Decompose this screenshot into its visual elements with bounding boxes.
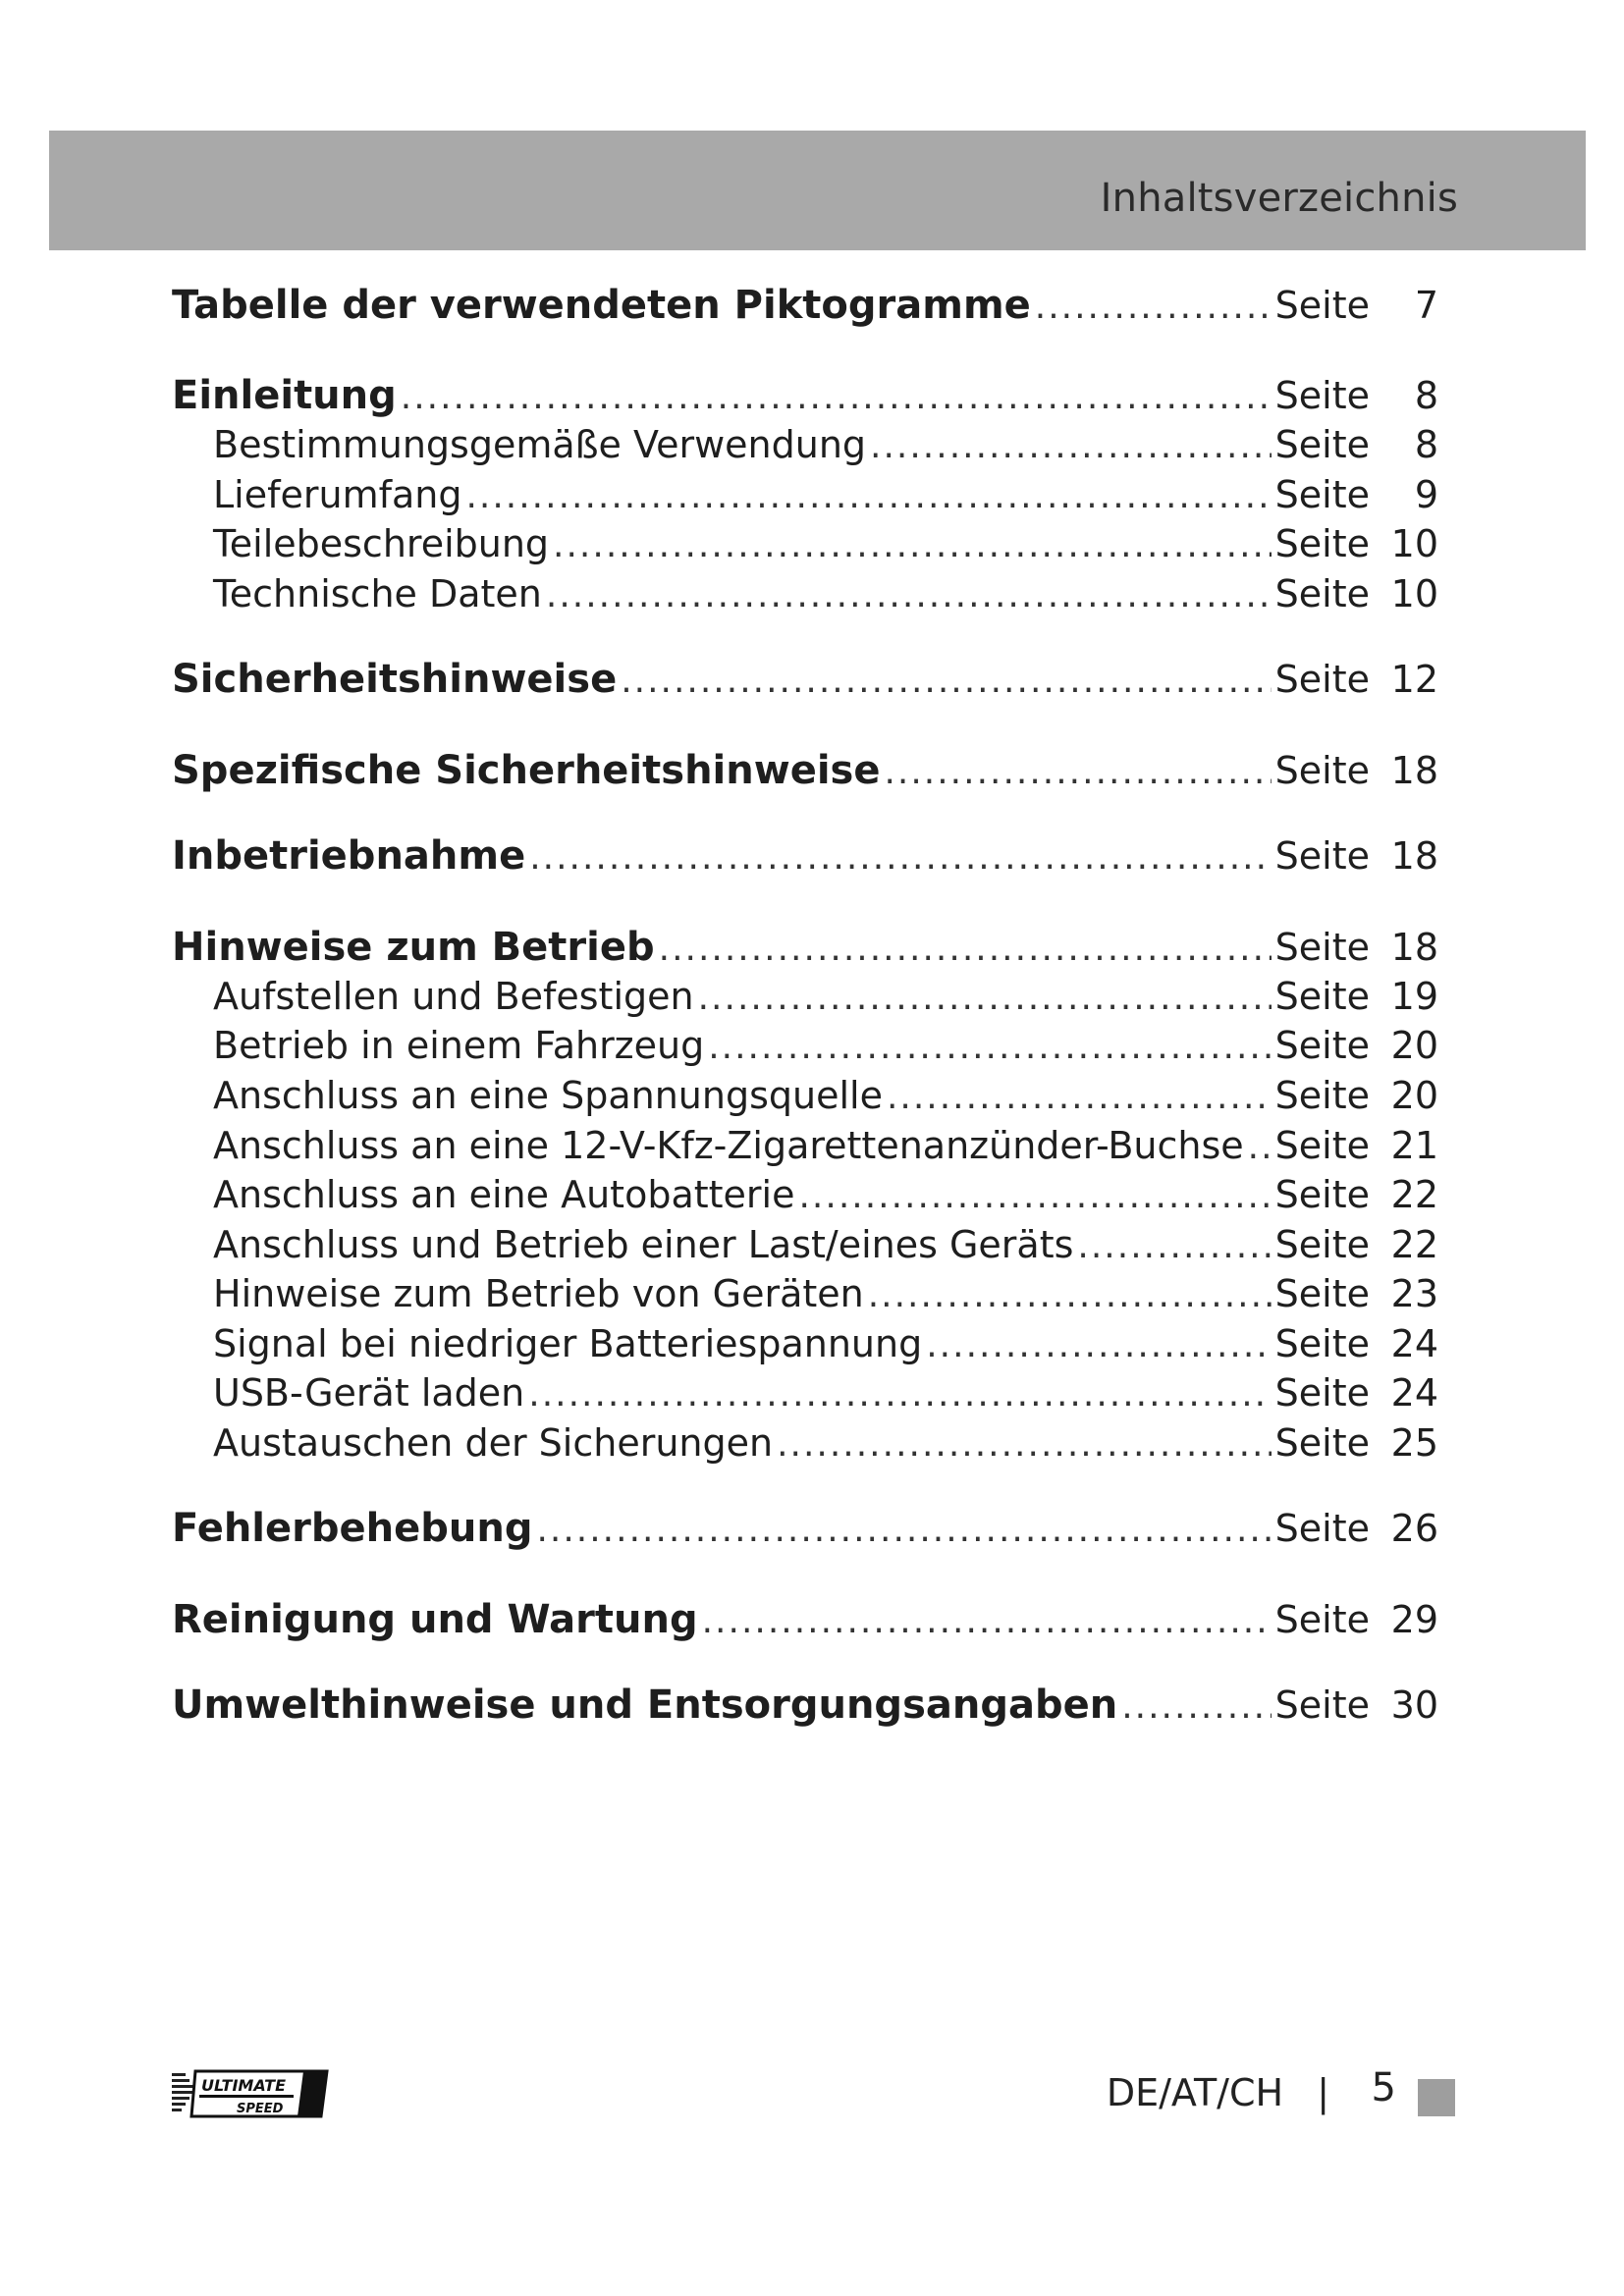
toc-page-number: 9 [1414,473,1438,516]
toc-entry[interactable] [172,1597,1438,1642]
toc-page-label: Seite [1274,1024,1370,1067]
toc-page-number: 24 [1390,1371,1438,1415]
toc-dot-leader [536,1510,1271,1550]
toc-page-number: 20 [1390,1024,1438,1067]
toc-page-label: Seite [1274,1598,1370,1641]
toc-entry-title: Tabelle der verwendeten Piktogramme [172,283,1031,328]
toc-dot-leader [708,1027,1271,1067]
toc-entry-title: Signal bei niedriger Batteriespannung [213,1322,923,1365]
toc-page-number: 10 [1390,522,1438,565]
toc-dot-leader [926,1325,1271,1365]
toc-page-label: Seite [1274,572,1370,615]
toc-dot-leader [798,1176,1271,1216]
toc-entry-title: Inbetriebnahme [172,833,526,879]
toc-dot-leader [659,929,1272,969]
toc-dot-leader [698,978,1272,1018]
toc-entry[interactable] [172,748,1438,793]
toc-entry-title: Umwelthinweise und Entsorgungsangaben [172,1682,1118,1728]
footer-square-marker [1418,2079,1455,2116]
toc-page-label: Seite [1274,374,1370,417]
toc-page-number: 19 [1390,975,1438,1018]
toc-entry[interactable] [172,373,1438,418]
toc-entry-title: Technische Daten [213,572,542,615]
toc-page-number: 21 [1390,1124,1438,1167]
toc-page-label: Seite [1274,1507,1370,1550]
toc-entry[interactable] [172,1124,1438,1167]
toc-entry-title: Einleitung [172,373,397,418]
toc-page-number: 26 [1390,1507,1438,1550]
toc-entry[interactable] [172,1421,1438,1465]
footer-country-text: DE/AT/CH [1106,2071,1284,2114]
toc-dot-leader [868,1275,1272,1315]
footer-separator: | [1317,2071,1329,2114]
toc-entry-title: Anschluss an eine Autobatterie [213,1173,795,1216]
logo-text-top: ULTIMATE [201,2076,287,2095]
toc-page-label: Seite [1274,975,1370,1018]
toc-entry[interactable] [172,1024,1438,1067]
toc-entry-title: Austauschen der Sicherungen [213,1421,774,1465]
footer-country-code [1107,2071,1329,2114]
toc-dot-leader [870,426,1272,466]
toc-page-label: Seite [1274,1173,1370,1216]
toc-dot-leader [529,837,1271,878]
toc-entry-title: Aufstellen und Befestigen [213,975,694,1018]
toc-dot-leader [401,377,1272,417]
toc-entry[interactable] [172,1506,1438,1551]
toc-entry-title: Anschluss an eine Spannungsquelle [213,1074,883,1117]
toc-page-number: 23 [1390,1272,1438,1315]
page-title: Inhaltsverzeichnis [1100,176,1458,221]
toc-page-label: Seite [1274,1683,1370,1727]
toc-page-label: Seite [1274,1223,1370,1266]
toc-page-label: Seite [1274,473,1370,516]
toc-entry-title: Hinweise zum Betrieb [172,925,655,970]
toc-page-label: Seite [1274,658,1370,701]
toc-dot-leader [887,1077,1272,1117]
logo-text-bottom: SPEED [237,2102,284,2116]
toc-entry[interactable] [172,572,1438,615]
toc-dot-leader [777,1424,1272,1465]
toc-entry[interactable] [172,1371,1438,1415]
toc-entry[interactable] [172,1272,1438,1315]
toc-entry[interactable] [172,1322,1438,1365]
toc-page-label: Seite [1274,522,1370,565]
toc-page-number: 18 [1390,834,1438,878]
toc-dot-leader [1035,287,1272,327]
toc-page-number: 20 [1390,1074,1438,1117]
toc-page-label: Seite [1274,1322,1370,1365]
toc-entry-title: USB-Gerät laden [213,1371,525,1415]
toc-page-label: Seite [1274,834,1370,878]
page-footer [0,2061,1624,2130]
toc-page-number: 8 [1414,423,1438,466]
toc-page-number: 10 [1390,572,1438,615]
toc-dot-leader [1121,1686,1271,1727]
toc-page-number: 29 [1390,1598,1438,1641]
toc-entry-title: Lieferumfang [213,473,462,516]
toc-page-number: 8 [1414,374,1438,417]
footer-page-number: 5 [1371,2065,1396,2110]
ultimate-speed-logo [172,2069,329,2118]
toc-page-label: Seite [1274,1074,1370,1117]
toc-entry-title: Hinweise zum Betrieb von Geräten [213,1272,864,1315]
toc-page-number: 22 [1390,1223,1438,1266]
toc-entry[interactable] [172,1223,1438,1266]
toc-entry[interactable] [172,283,1438,328]
toc-dot-leader [528,1374,1271,1415]
toc-page-number: 12 [1390,658,1438,701]
toc-entry-title: Anschluss und Betrieb einer Last/eines Geräts [213,1223,1074,1266]
toc-entry[interactable] [172,833,1438,879]
toc-entry-title: Bestimmungsgemäße Verwendung [213,423,867,466]
toc-page-label: Seite [1274,749,1370,792]
table-of-contents [172,0,1438,2296]
toc-page-label: Seite [1274,1272,1370,1315]
toc-entry[interactable] [172,1074,1438,1117]
toc-dot-leader [546,575,1272,615]
toc-entry[interactable] [172,925,1438,970]
toc-entry[interactable] [172,975,1438,1018]
toc-dot-leader [553,525,1272,565]
toc-dot-leader [702,1601,1272,1641]
toc-dot-leader [1077,1226,1271,1266]
toc-entry[interactable] [172,1682,1438,1728]
toc-dot-leader [1248,1127,1272,1167]
toc-page-number: 30 [1390,1683,1438,1727]
toc-page-number: 22 [1390,1173,1438,1216]
toc-dot-leader [884,752,1271,792]
toc-page-number: 24 [1390,1322,1438,1365]
toc-page-label: Seite [1274,423,1370,466]
toc-page-label: Seite [1274,1371,1370,1415]
toc-page-number: 18 [1390,926,1438,969]
toc-page-number: 7 [1414,284,1438,327]
toc-dot-leader [465,476,1271,516]
toc-entry-title: Betrieb in einem Fahrzeug [213,1024,705,1067]
toc-page-label: Seite [1274,926,1370,969]
toc-page-label: Seite [1274,1421,1370,1465]
toc-page-number: 18 [1390,749,1438,792]
toc-entry-title: Anschluss an eine 12-V-Kfz-Zigarettenanzünder-Buchse [213,1124,1244,1167]
toc-entry[interactable] [172,423,1438,466]
toc-page-number: 25 [1390,1421,1438,1465]
toc-entry-title: Sicherheitshinweise [172,657,618,702]
toc-entry-title: Reinigung und Wartung [172,1597,698,1642]
toc-page-label: Seite [1274,1124,1370,1167]
toc-entry[interactable] [172,522,1438,565]
toc-entry[interactable] [172,473,1438,516]
toc-page-label: Seite [1274,284,1370,327]
toc-dot-leader [621,661,1271,701]
toc-entry-title: Fehlerbehebung [172,1506,533,1551]
toc-entry-title: Teilebeschreibung [213,522,550,565]
toc-entry[interactable] [172,657,1438,702]
toc-entry[interactable] [172,1173,1438,1216]
toc-entry-title: Spezifische Sicherheitshinweise [172,748,881,793]
